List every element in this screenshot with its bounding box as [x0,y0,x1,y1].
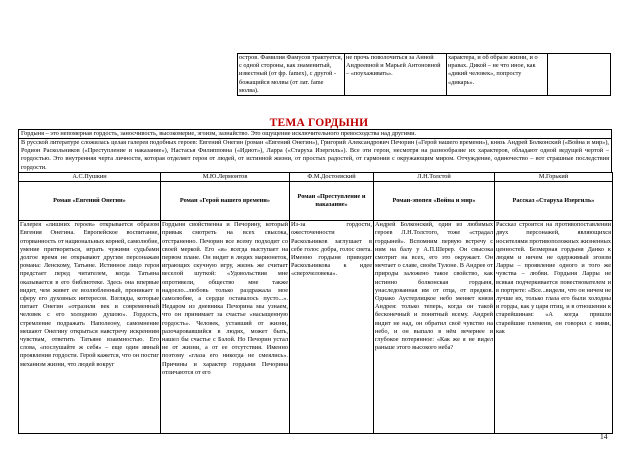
authors-row [19,173,613,182]
section-title: ТЕМА ГОРДЫНИ [269,117,369,129]
intro-paragraph: В русской литературе сложилась целая галерея подобных героев: Евгений Онегин (роман «Евгений Онегин»), Григорий Александрович Печорин («Герой нашего времени»), князь Андрей Болконский («Война и мир»), Родион Раскольников («Преступление и наказание»), Настасья Филипповна («Идиот»), Ларра («Старуха Изергиль»). Все эти герои, несмотря на разнообразие их характеров, обладают одной ведущей чертой – гордостью. Это внутренняя черта личности, которая отделяет героя от людей, от истинной жизни, от простых радостей, от гармонии с окружающим миром. Отчуждение, одиночество – вот страшные последствия гордости. [18,139,612,173]
text-raskolnikov: Из-за гордости, ожесточенности Раскольников заглушает в себе голос добра, голос света. Именно гордыня приводит Раскольникова к идее «сверхчеловека». [290,221,374,434]
text-larra: Рассказ строится на противопоставлении двух персонажей, являющихся носителями противоположных жизненных ценностей. Безмерная гордыня Данко к людям и ничем не одержимый эгоизм Ларры – проявление одного и того же чувства – любви. Гордыня Ларры не всякая подчеркивается повествователем и в портрете: «Все...видели, что он ничем не лучше их, только глаза его были холодны и горды, как у царя птиц, и в отношении к старейшинам: «А когда пришли старейшие племени, он говорил с ними, как [495,221,613,434]
top-cell-3: характера, и об образе жизни, и о нравах. Дикой – не что иное, как «дикий человек», попросту «дикарь». [447,54,548,96]
intro-block [18,129,612,173]
work-onegin: Роман «Евгений Онегин» [19,182,161,221]
top-cell-1: остров. Фамилия Фамусов трактуется, с одной стороны, как знаменитый, известный (от фр. famex), с другой - божащийся молвы (от лат. fame молва). [238,54,345,96]
author-lermontov: М.Ю.Лермонтов [161,173,290,182]
work-crime: Роман «Преступление и наказание» [290,182,374,221]
text-bolkonsky: Андрей Болконский, один из любимых героев Л.Н.Толстого, тоже «страдал гордыней». Вспомним первую встречу с ним на балу у А.П.Шерер. Он свысока смотрит на всех, его это окружает. Он мечтает о славе, своём Тулоне. В Андрее от природы заложено такое свойство, как истинно болконская гордыня, унаследованная им от отца, от предков. Однако Аустерлицкое небо меняет князя Андрея: только теперь, когда он такой бесконечный и понятный всему. Андрей видит не над, он обратил своё чувство на небо, и он выпало в нём вечернее и глубокое потерянное: «Как же я не видел раньше этого высокого неба? [374,221,495,434]
work-war-peace: Роман-эпопея «Война и мир» [374,182,495,221]
author-gorky: М.Горький [495,173,613,182]
text-pechorin: Гордыня свойственна и Печорину, который привык смотреть на всех свысока, отстраненно. Печорин все всему подходит со своей меркой. Его «я» всегда выступает на первом плане. Он видит в людях марионеток, играющих скучную игру, жизнь же считает веселой шуткой: «Удовольствия мне опротивели, общество мне также надоело...любовь только раздражала мое самолюбие, а сердце оставалось пусто...». Недаром из дневника Печорина мы узнаем, что он принимает за счастье «насыщенную гордость». Человек, уставший от жизни, разочаровавшийся в людях, может быть, нашел бы счастье с Бэлой. Но Печорин устал не от жизни, а от ее отсутствия. Именно поэтому «глаза его никогда не смеялись». Причины и характер гордыни Печорина отличаются от его [161,221,290,434]
author-pushkin: А.С.Пушкин [19,173,161,182]
top-cell-2: не прочь поволочиться за Анной Андреевной и Марьей Антоновной – «поухаживать». [345,54,447,96]
top-cell-empty [548,54,611,96]
work-hero: Роман «Герой нашего времени» [161,182,290,221]
comparison-table [18,172,613,434]
work-izergil: Рассказ «Старуха Изергиль» [495,182,613,221]
works-row [19,182,613,221]
text-onegin: Галерея «лишних героев» открывается образом Евгения Онегина. Европейское воспитание, оторванность от национальных корней, самолюбие, умение притворяться, играть чужими судьбами долгое время не открывают другим персонажам романа: Ленскому, Татьяне. Истинное лицо героя предстает перед читателем, когда Татьяна оказывается в его библиотеке. Здесь она впервые видит, чем живет ее возлюбленный, проникает в сферу его духовных интересов. Взгляды, которые питает Онегин «отразили век и современный человек с его холодною душою». Гордость, стремление подражать Наполеону, самомнение мешают Онегину открыться навстречу искренним чувствам, ответить Татьяне взаимностью. Его слова, «послушайте ж себя» – еще один явный проявления гордости. Герой кажется, что он постиг механизм жизни, что людей вокруг [19,221,161,434]
continued-table-fragment [237,53,611,96]
page-number: 14 [600,432,608,441]
author-tolstoy: Л.Н.Толстой [374,173,495,182]
definition-text: Гордыня – это непомерная гордость, заносчивость, высокомерие, эгоизм, зазнайство. Это ощущение исключительного превосходства над другими. [18,129,612,139]
analysis-row [19,221,613,434]
author-dostoevsky: Ф.М.Достоевский [290,173,374,182]
